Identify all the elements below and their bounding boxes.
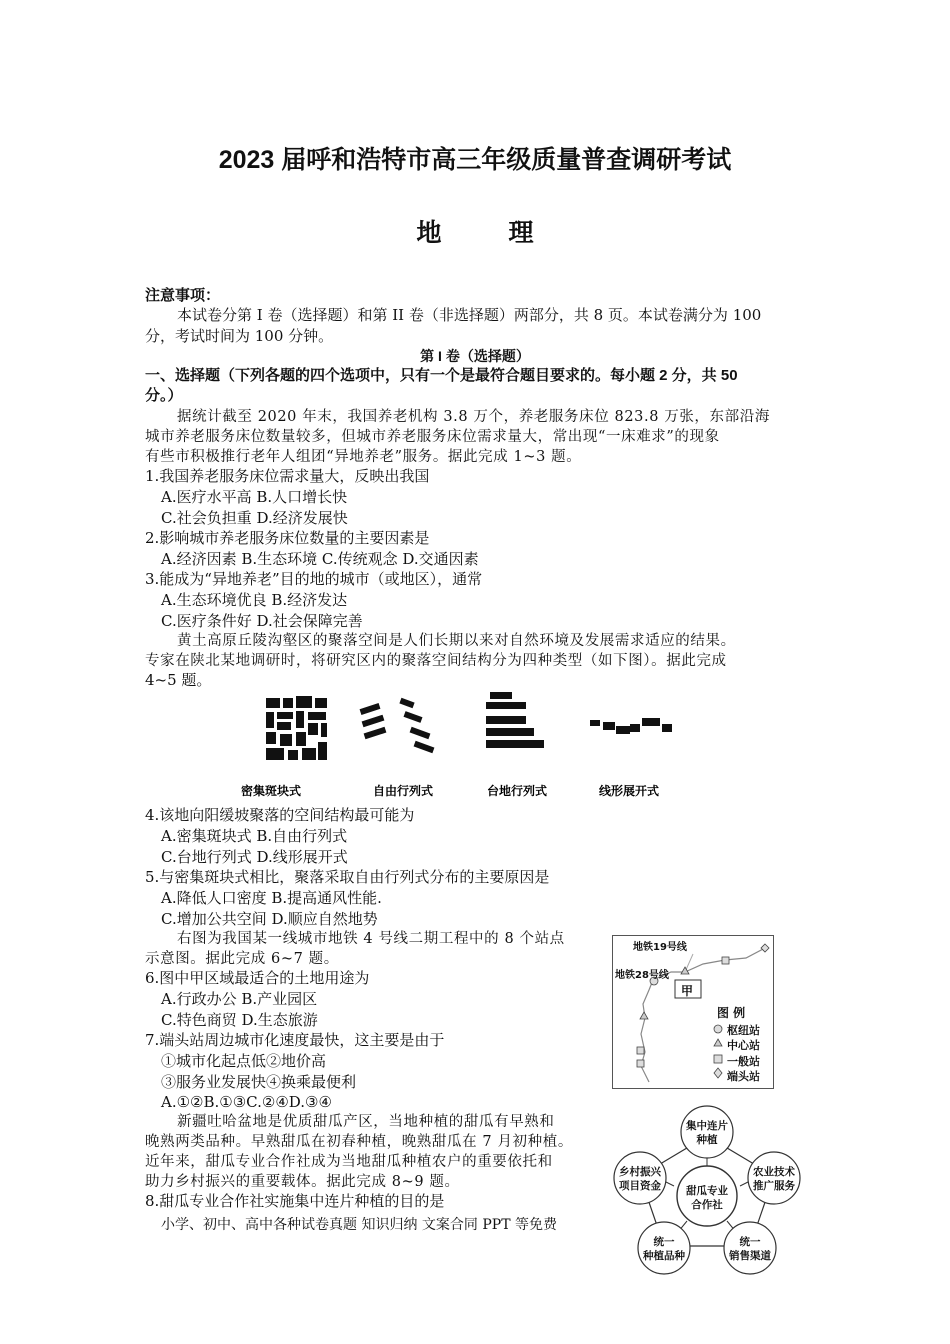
coop-top-line1: 集中连片 xyxy=(686,1120,728,1132)
coop-left-line1: 乡村振兴 xyxy=(619,1166,661,1178)
passage4-line-3: 近年来，甜瓜专业合作社成为当地甜瓜种植农户的重要依托和 xyxy=(145,1154,553,1170)
linear-pattern xyxy=(590,718,672,734)
coop-center-line1: 甜瓜专业 xyxy=(686,1185,728,1197)
footer-text: 小学、初中、高中各种试卷真题 知识归纳 文案合同 PPT 等免费 xyxy=(161,1217,557,1233)
section-heading-1: 一、选择题（下列各题的四个选项中，只有一个是最符合题目要求的。每小题 2 分，共 50 xyxy=(145,367,738,384)
q2-options-1: A.经济因素 B.生态环境 C.传统观念 D.交通因素 xyxy=(161,550,479,568)
figure-label-free-row: 自由行列式 xyxy=(373,784,434,798)
figure-label-linear: 线形展开式 xyxy=(599,784,660,798)
exam-title: 2023 届呼和浩特市高三年级质量普查调研考试 xyxy=(218,146,732,174)
legend-hub-station: 枢纽站 xyxy=(727,1024,760,1037)
q5-stem: 5.与密集斑块式相比，聚落采取自由行列式分布的主要原因是 xyxy=(145,868,550,886)
figure-label-terrace-row: 台地行列式 xyxy=(487,784,548,798)
coop-center-line2: 合作社 xyxy=(691,1199,723,1211)
coop-bottom-right-line1: 统一 xyxy=(739,1236,761,1248)
q1-options-1: A.医疗水平高 B.人口增长快 xyxy=(161,488,348,506)
coop-right-line2: 推广服务 xyxy=(753,1180,795,1192)
q3-options-2: C.医疗条件好 D.社会保障完善 xyxy=(161,612,363,630)
legend-general-station: 一般站 xyxy=(727,1055,760,1068)
passage1-line-1: 据统计截至 2020 年末，我国养老机构 3.8 万个，养老服务床位 823.8 万张，东部沿海 xyxy=(177,409,770,425)
legend-terminal-station: 端头站 xyxy=(727,1070,760,1083)
metro-line-28-label: 地铁28号线 xyxy=(615,970,669,981)
q6-options-2: C.特色商贸 D.生态旅游 xyxy=(161,1011,318,1029)
passage4-line-2: 晚熟两类品种。早熟甜瓜在初春种植，晚熟甜瓜在 7 月初种植。 xyxy=(145,1134,573,1150)
coop-left-line2: 项目资金 xyxy=(619,1180,661,1192)
area-jia-label: 甲 xyxy=(681,984,694,998)
cooperative-diagram xyxy=(612,1106,802,1276)
terrace-row-pattern xyxy=(486,692,544,748)
passage1-line-3: 有些市积极推行老年人组团“异地养老”服务。据此完成 1~3 题。 xyxy=(145,449,582,465)
metro-line-19-label: 地铁19号线 xyxy=(633,942,687,953)
q2-stem: 2.影响城市养老服务床位数量的主要因素是 xyxy=(145,529,430,547)
q7-options-2: ③服务业发展快④换乘最便利 xyxy=(161,1073,357,1091)
coop-bottom-left-line1: 统一 xyxy=(653,1236,675,1248)
q5-options-1: A.降低人口密度 B.提高通风性能. xyxy=(161,889,382,907)
metro-map xyxy=(612,935,774,1089)
q3-stem: 3.能成为“异地养老”目的地的城市（或地区），通常 xyxy=(145,570,483,588)
q6-stem: 6.图中甲区域最适合的土地用途为 xyxy=(145,969,370,987)
passage4-line-1: 新疆吐哈盆地是优质甜瓜产区，当地种植的甜瓜有早熟和 xyxy=(177,1114,555,1130)
passage2-line-2: 专家在陕北某地调研时，将研究区内的聚落空间结构分为四种类型（如下图）。据此完成 xyxy=(145,653,727,669)
q5-options-2: C.增加公共空间 D.顺应自然地势 xyxy=(161,910,378,928)
q4-stem: 4.该地向阳缓坡聚落的空间结构最可能为 xyxy=(145,806,415,824)
coop-bottom-left-line2: 种植品种 xyxy=(643,1250,685,1262)
subject-title: 地 理 xyxy=(416,219,564,247)
q7-options-3: A.①②B.①③C.②④D.③④ xyxy=(161,1093,332,1111)
coop-right-line1: 农业技术 xyxy=(753,1166,795,1178)
q8-stem: 8.甜瓜专业合作社实施集中连片种植的目的是 xyxy=(145,1192,445,1210)
dense-patch-pattern xyxy=(266,696,327,760)
legend-title: 图 例 xyxy=(717,1006,746,1020)
part-title: 第 I 卷（选择题） xyxy=(420,348,530,364)
q1-stem: 1.我国养老服务床位需求量大，反映出我国 xyxy=(145,467,430,485)
coop-bottom-right-line2: 销售渠道 xyxy=(729,1250,771,1262)
passage2-line-3: 4~5 题。 xyxy=(145,671,212,689)
passage1-line-2: 城市养老服务床位数量较多，但城市养老服务床位需求量大，常出现“一床难求”的现象 xyxy=(145,429,720,445)
coop-top-line2: 种植 xyxy=(696,1134,718,1146)
settlement-pattern-figure xyxy=(241,690,690,808)
q1-options-2: C.社会负担重 D.经济发展快 xyxy=(161,509,348,527)
q7-stem: 7.端头站周边城市化速度最快，这主要是由于 xyxy=(145,1031,445,1049)
notice-line-2: 分，考试时间为 100 分钟。 xyxy=(145,327,334,345)
section-heading-2: 分。） xyxy=(145,387,183,404)
legend-center-station: 中心站 xyxy=(727,1039,760,1052)
passage4-line-4: 助力乡村振兴的重要载体。据此完成 8~9 题。 xyxy=(145,1174,460,1190)
passage3-line-1: 右图为我国某一线城市地铁 4 号线二期工程中的 8 个站点 xyxy=(177,931,565,947)
notice-line-1: 本试卷分第 I 卷（选择题）和第 II 卷（非选择题）两部分，共 8 页。本试卷满分为 100 xyxy=(177,306,762,324)
q3-options-1: A.生态环境优良 B.经济发达 xyxy=(161,591,348,609)
notice-heading: 注意事项： xyxy=(145,287,221,304)
q4-options-1: A.密集斑块式 B.自由行列式 xyxy=(161,827,348,845)
passage3-line-2: 示意图。据此完成 6~7 题。 xyxy=(145,951,339,967)
figure-label-dense: 密集斑块式 xyxy=(241,784,302,798)
q6-options-1: A.行政办公 B.产业园区 xyxy=(161,990,318,1008)
q4-options-2: C.台地行列式 D.线形展开式 xyxy=(161,848,348,866)
passage2-line-1: 黄土高原丘陵沟壑区的聚落空间是人们长期以来对自然环境及发展需求适应的结果。 xyxy=(177,633,736,649)
q7-options-1: ①城市化起点低②地价高 xyxy=(161,1052,327,1070)
free-row-pattern xyxy=(360,698,435,753)
